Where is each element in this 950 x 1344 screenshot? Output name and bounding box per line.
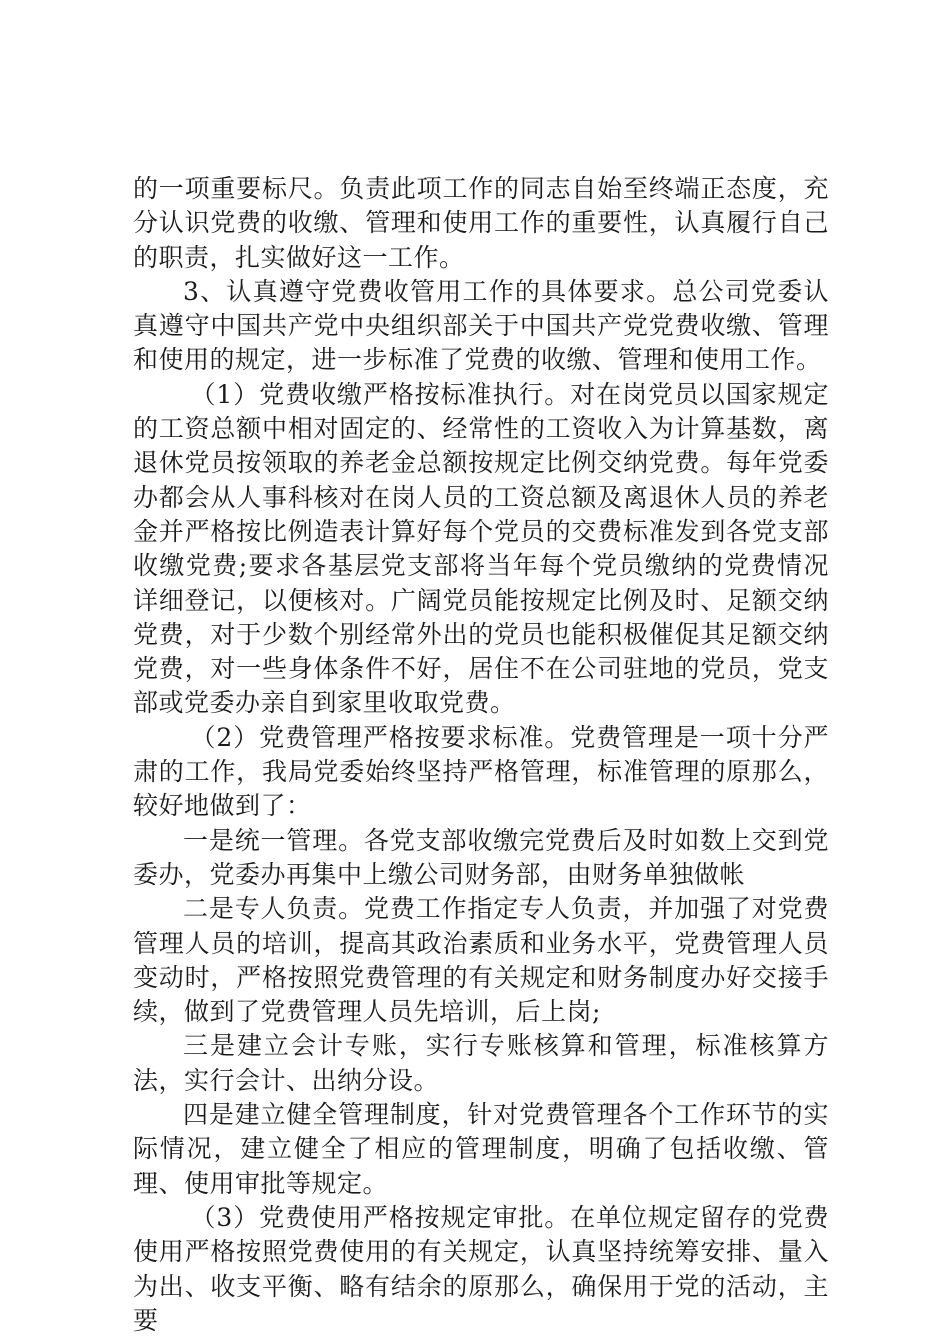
paragraph-point-4: 四是建立健全管理制度，针对党费管理各个工作环节的实际情况，建立健全了相应的管理制度，明确了包括收缴、管理、使用审批等规定。: [133, 1100, 829, 1198]
paragraph-section-3: 3、认真遵守党费收管用工作的具体要求。总公司党委认真遵守中国共产党中央组织部关于中国共产党党费收缴、管理和使用的规定，进一步标准了党费的收缴、管理和使用工作。: [133, 276, 829, 375]
paragraph-point-2: 二是专人负责。党费工作指定专人负责，并加强了对党费管理人员的培训，提高其政治素质和业务水平，党费管理人员变动时，严格按照党费管理的有关规定和财务制度办好交接手续，做到了党费管理人员先培训，后上岗;: [133, 894, 829, 1027]
paragraph-continuation: 的一项重要标尺。负责此项工作的同志自始至终端正态度，充分认识党费的收缴、管理和使用工作的重要性，认真履行自己的职责，扎实做好这一工作。: [133, 174, 829, 272]
paragraph-item-3: （3）党费使用严格按规定审批。在单位规定留存的党费使用严格按照党费使用的有关规定，认真坚持统筹安排、量入为出、收支平衡、略有结余的原那么，确保用于党的活动，主要: [133, 1202, 829, 1335]
document-body: [133, 172, 829, 1338]
paragraph-point-1: 一是统一管理。各党支部收缴完党费后及时如数上交到党委办，党委办再集中上缴公司财务部，由财务单独做帐: [133, 825, 829, 889]
paragraph-point-3: 三是建立会计专账，实行专账核算和管理，标准核算方法，实行会计、出纳分设。: [133, 1031, 829, 1095]
paragraph-item-1: （1）党费收缴严格按标准执行。对在岗党员以国家规定的工资总额中相对固定的、经常性的工资收入为计算基数，离退休党员按领取的养老金总额按规定比例交纳党费。每年党委办都会从人事科核对在岗人员的工资总额及离退休人员的养老金并严格按比例造表计算好每个党员的交费标准发到各党支部收缴党费;要求各基层党支部将当年每个党员缴纳的党费情况详细登记，以便核对。广阔党员能按规定比例及时、足额交纳党费，对于少数个别经常外出的党员也能积极催促其足额交纳党费，对一些身体条件不好，居住不在公司驻地的党员，党支部或党委办亲自到家里收取党费。: [133, 379, 829, 718]
paragraph-item-2: （2）党费管理严格按要求标准。党费管理是一项十分严肃的工作，我局党委始终坚持严格管理，标准管理的原那么，较好地做到了：: [133, 722, 829, 821]
